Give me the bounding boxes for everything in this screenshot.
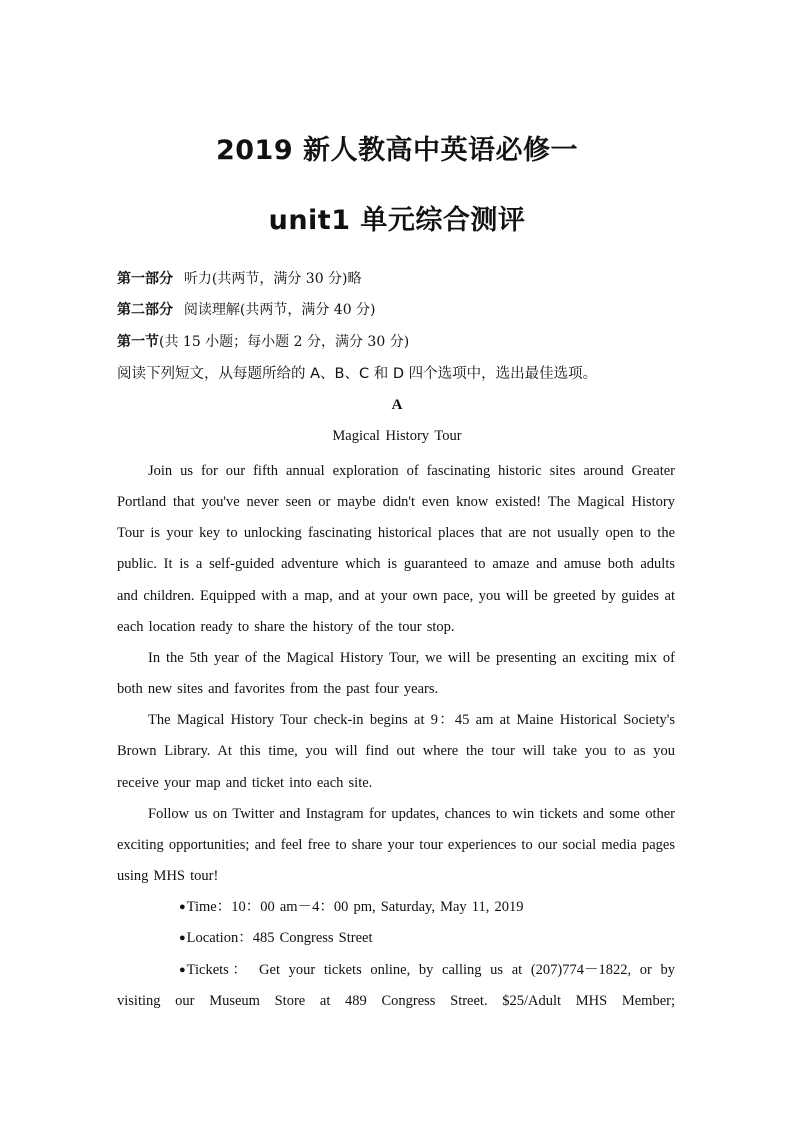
passage-title: Magical History Tour xyxy=(332,428,462,444)
passage-body xyxy=(117,456,675,1017)
passage-paragraph-4: Follow us on Twitter and Instagram for updates, chances to win tickets and some other exciting opportunities; and feel free to share your tour experiences to our social media pages using MHS tour! xyxy=(117,805,675,885)
part2-heading xyxy=(117,300,677,320)
document-subtitle: unit1 单元综合测评 xyxy=(268,205,526,236)
time-item-text: Time：10：00 am－4：00 pm, Saturday, May 11, 2019 xyxy=(186,899,524,916)
location-item-text: Location：485 Congress Street xyxy=(186,930,373,947)
part1-text: 听力(共两节，满分 30 分)略 xyxy=(183,271,362,287)
passage-paragraph-2: In the 5th year of the Magical History Tour, we will be presenting an exciting mix of both new sites and favorites from the past four years. xyxy=(117,649,675,698)
passage-letter: A xyxy=(391,397,403,413)
instruction-text: 阅读下列短文，从每题所给的 A、B、C 和 D 四个选项中，选出最佳选项。 xyxy=(117,366,598,382)
location-item xyxy=(117,923,675,954)
section1-heading xyxy=(117,332,677,352)
passage-paragraph-3: The Magical History Tour check-in begins at 9：45 am at Maine Historical Society's Brown Library. At this time, you will find out where the tour will take you to as you receive your map and ticket into each site. xyxy=(117,712,675,791)
part2-text: 阅读理解(共两节，满分 40 分) xyxy=(183,302,376,318)
section1-text: (共 15 小题；每小题 2 分，满分 30 分) xyxy=(159,334,410,350)
part1-heading xyxy=(117,269,677,289)
part1-label: 第一部分 xyxy=(117,271,173,287)
bullet-icon: ● xyxy=(179,932,186,945)
time-item xyxy=(117,892,675,923)
tickets-item xyxy=(117,955,675,1017)
part2-label: 第二部分 xyxy=(117,302,173,318)
tickets-item-text: Tickets： Get your tickets online, by calling us at (207)774－1822, or by visiting our Museum Store at 489 Congress Street. $25/Adult MHS Member; xyxy=(117,961,675,1009)
passage-paragraph-1: Join us for our fifth annual exploration of fascinating historic sites around Greater Portland that you've never seen or maybe didn't even know existed! The Magical History Tour is your key to unlocking fascinating historical places that are not usually open to the public. It is a self-guided adventure which is guaranteed to amaze and amuse both adults and children. Equipped with a map, and at your own pace, you will be greeted by guides at each location ready to share the history of the tour stop. xyxy=(117,463,675,635)
document-title: 2019 新人教高中英语必修一 xyxy=(215,135,579,166)
bullet-icon: ● xyxy=(179,901,186,914)
section1-label: 第一节 xyxy=(117,334,159,350)
bullet-icon: ● xyxy=(179,963,186,976)
